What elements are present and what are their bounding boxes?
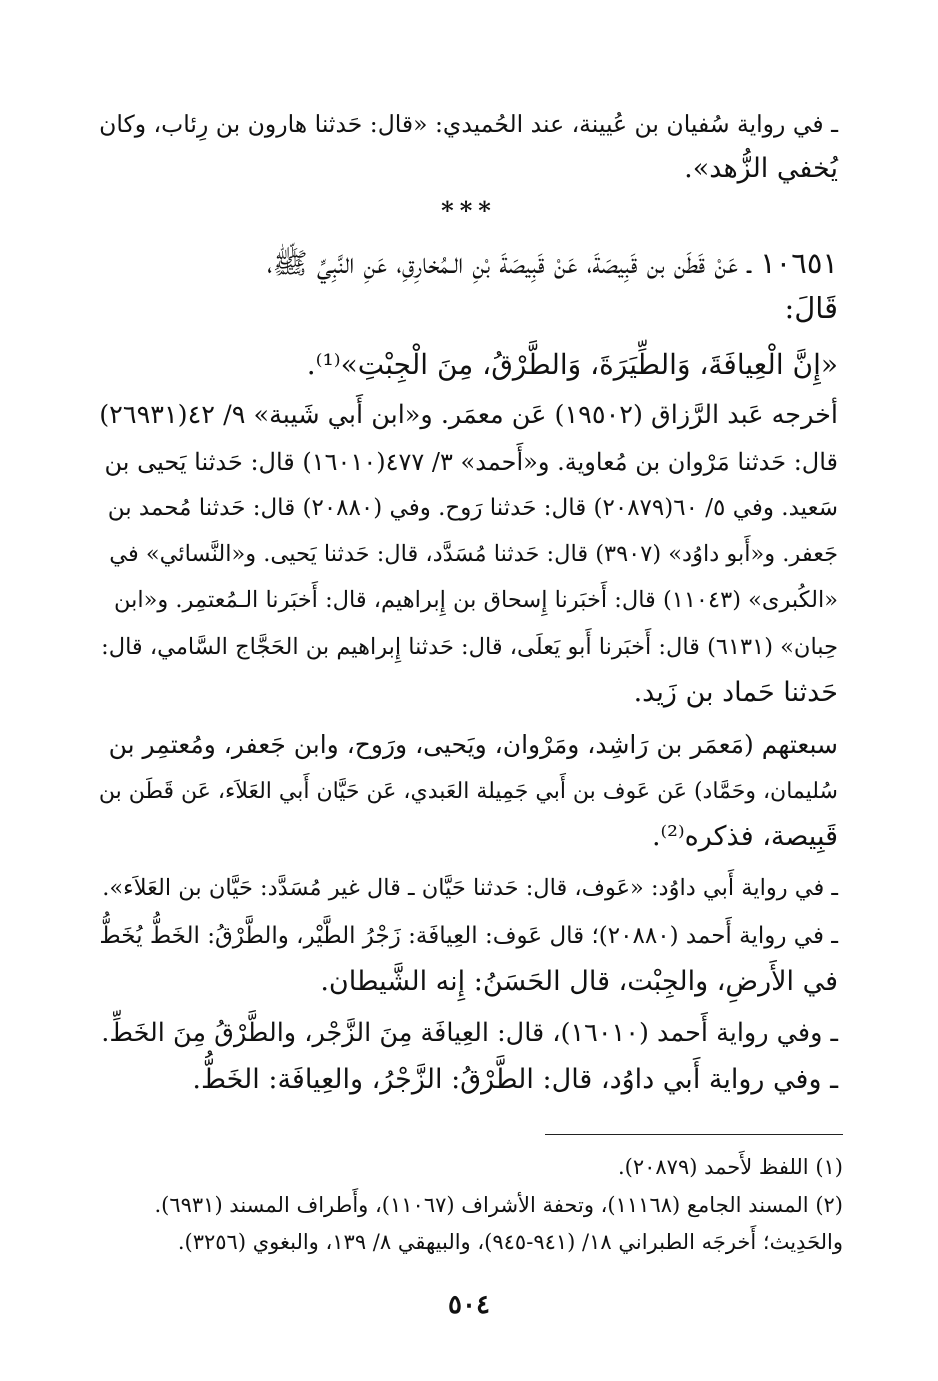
text-line: جَعفر. و«أَبو داوُد» (٣٩٠٧) قال: حَدثنا مُسَدَّد، قال: حَدثنا يَحيى. و«النَّسائي» في — [109, 541, 838, 567]
section-separator: *** — [441, 196, 497, 225]
hadith-text: «إِنَّ الْعِيافَةَ، وَالطِّيَرَةَ، وَالطَّرْقُ، مِنَ الْجِبْتِ»⁽¹⁾. — [306, 348, 838, 381]
text-line: حِبان» (٦١٣١) قال: أَخبَرنا أَبو يَعلَى، قال: حَدثنا إِبراهيم بن الحَجَّاج السَّامي، قال: — [101, 634, 838, 660]
text-line: ـ وفي رواية أَبي داوُد، قال: الطَّرْقُ: الزَّجْرُ، والعِيافَة: الخَطُّ. — [192, 1064, 838, 1095]
page-number: ٥٠٤ — [448, 1290, 490, 1320]
text-line: سَعيد. وفي ٥/ ٦٠(٢٠٨٧٩) قال: حَدثنا رَوح. وفي (٢٠٨٨٠) قال: حَدثنا مُحمد بن — [107, 495, 838, 521]
text-line: سبعتهم (مَعمَر بن رَاشِد، ومَرْوان، ويَحيى، ورَوح، وابن جَعفر، ومُعتمِر بن — [108, 730, 838, 759]
text-line: «الكُبرى» (١١٠٤٣) قال: أَخبَرنا إِسحاق بن إِبراهيم، قال: أَخبَرنا الـمُعتمِر. و«ابن — [113, 587, 838, 613]
hadith-heading: ١٠٦٥١ ـ عَنْ قَطَن بن قَبِيصَةَ، عَنْ قَبِيصَةَ بْنِ الـمُخارِقِ، عَنِ النَّبِيِّ ﷺ، — [267, 246, 838, 280]
footnote: (٢) المسند الجامع (١١١٦٨)، وتحفة الأشراف (١١٠٦٧)، وأَطراف المسند (٦٩٣١). — [154, 1193, 843, 1217]
footnote-divider — [545, 1134, 843, 1135]
text-line: قال: حَدثنا مَرْوان بن مُعاوية. و«أَحمد» ٣/ ٤٧٧(١٦٠١٠) قال: حَدثنا يَحيى بن — [104, 448, 838, 476]
text-line: ـ في رواية أَبي داوُد: «عَوف، قال: حَدثنا حَيَّان ـ قال غير مُسَدَّد: حَيَّان بن العَلاَء». — [102, 875, 838, 901]
text-line: أخرجه عَبد الرَّزاق (١٩٥٠٢) عَن معمَر. و«ابن أَبي شَيبة» ٩/ ٤٢(٢٦٩٣١) — [99, 400, 838, 430]
text-line: في الأَرضِ، والجِبْت، قال الحَسَنُ: إِنه الشَّيطان. — [320, 966, 838, 997]
text-line: ـ في رواية أَحمد (٢٠٨٨٠)؛ قال عَوف: العِيافَة: زَجْرُ الطَّيْر، والطَّرْقُ: الخَطُّ يُخَطُّ — [99, 923, 838, 949]
text-line: سُليمان، وحَمَّاد) عَن عَوف بن أَبي جَمِيلة العَبدي، عَن حَيَّان أَبي العَلاَء، عَن قَطَن بن — [98, 779, 838, 804]
text-line: قَبِيصة، فذكره⁽²⁾. — [651, 821, 838, 852]
footnote: والحَدِيث؛ أَخرجَه الطبراني ١٨/ (٩٤١-٩٤٥)، والبيهقي ٨/ ١٣٩، والبغوي (٣٢٥٦). — [177, 1230, 843, 1254]
footnote: (١) اللفظ لأَحمد (٢٠٨٧٩). — [617, 1155, 843, 1179]
text-line: قَالَ: — [784, 291, 838, 325]
text-line: يُخفي الزُّهد». — [684, 153, 838, 184]
text-line: ـ في رواية سُفيان بن عُيينة، عند الحُميدي: «قال: حَدثنا هارون بن رِئاب، وكان — [99, 110, 838, 138]
text-line: ـ وفي رواية أَحمد (١٦٠١٠)، قال: العِيافَة مِنَ الزَّجْر، والطَّرْقُ مِنَ الخَطِّ. — [101, 1018, 838, 1048]
text-line: حَدثنا حَماد بن زَيد. — [633, 677, 838, 708]
